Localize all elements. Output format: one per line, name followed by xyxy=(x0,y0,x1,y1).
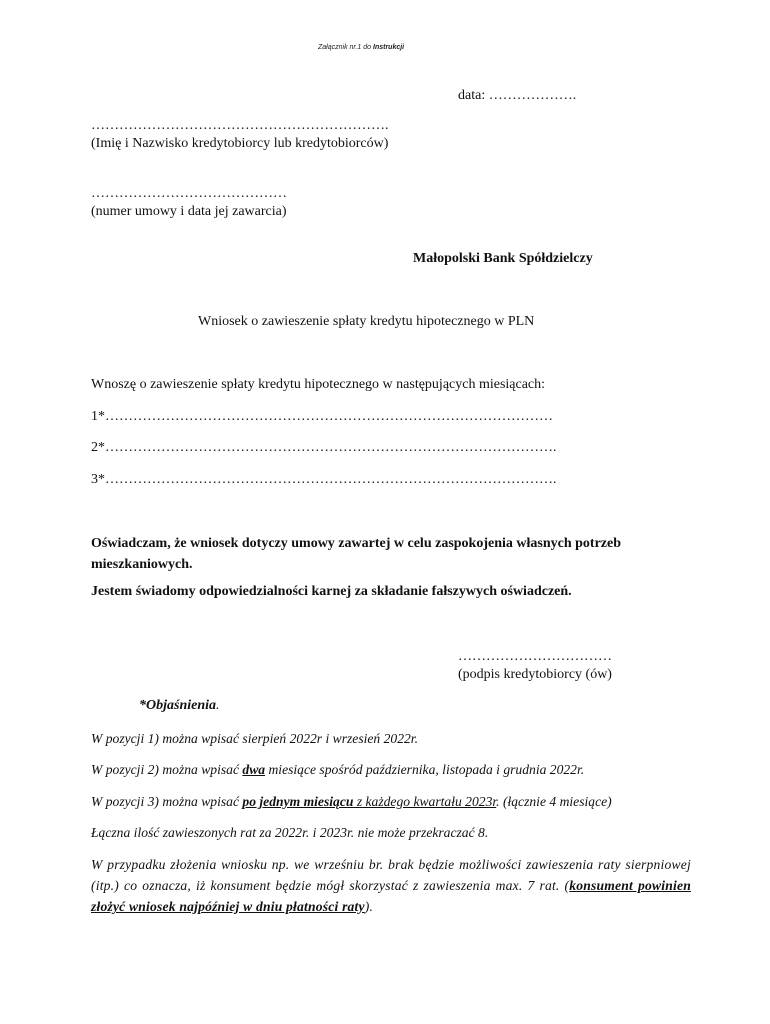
note-3-after: . (łącznie 4 miesiące) xyxy=(496,794,612,809)
note-2-before: W pozycji 2) można wpisać xyxy=(91,762,243,777)
note-2-after: miesiące spośród października, listopada i grudnia 2022r. xyxy=(265,762,585,777)
date-line: data: ………………. xyxy=(458,88,577,103)
note-3-before: W pozycji 3) można wpisać xyxy=(91,794,243,809)
note-3 xyxy=(91,794,612,810)
annex-prefix: Załącznik nr.1 do xyxy=(318,44,372,51)
note-5-text: W przypadku złożenia wniosku np. we wrześniu br. brak będzie możliwości zawieszenia raty sierpniowej (itp.) co oznacza, iż konsument będzie mógł skorzystać z zawieszenia max. 7 rat. xyxy=(91,857,691,893)
contract-caption: (numer umowy i data jej zawarcia) xyxy=(91,204,287,219)
note-2 xyxy=(91,762,584,778)
month-line-3: 3*……………………………………………………………………………………. xyxy=(91,472,557,487)
note-3-underlined: z każdego kwartału 2023r xyxy=(353,794,497,809)
intro-text: Wnoszę o zawieszenie spłaty kredytu hipotecznego w następujących miesiącach: xyxy=(91,377,546,392)
name-caption: (Imię i Nazwisko kredytobiorcy lub kredytobiorców) xyxy=(91,136,389,151)
note-1: W pozycji 1) można wpisać sierpień 2022r i wrzesień 2022r. xyxy=(91,731,418,746)
annex-bold: Instrukcji xyxy=(373,44,405,51)
notes-heading-dot: . xyxy=(216,698,220,713)
bank-name: Małopolski Bank Spółdzielczy xyxy=(413,251,593,266)
name-dots: ………………………………………………………. xyxy=(91,118,389,133)
month-line-2: 2*……………………………………………………………………………………. xyxy=(91,440,557,455)
contract-dots: …………………………………… xyxy=(91,186,287,201)
declaration-liability: Jestem świadomy odpowiedzialności karnej za składanie fałszywych oświadczeń. xyxy=(91,584,572,599)
signature-caption: (podpis kredytobiorcy (ów) xyxy=(458,667,612,682)
note-3-underlined-bold: po jednym miesiącu xyxy=(242,794,354,809)
annex-header xyxy=(318,44,404,51)
month-line-1: 1*…………………………………………………………………………………… xyxy=(91,409,553,424)
note-4: Łączna ilość zawieszonych rat za 2022r. i 2023r. nie może przekraczać 8. xyxy=(91,825,489,840)
note-5-open: ( xyxy=(564,878,570,893)
note-5-close: ). xyxy=(364,899,374,914)
note-5-underlined-bold: konsument powinien złożyć wniosek najpóźniej w dniu płatności raty xyxy=(91,878,691,914)
notes-heading-label: *Objaśnienia xyxy=(139,698,217,713)
note-2-underlined: dwa xyxy=(242,762,266,777)
declaration-purpose: Oświadczam, że wniosek dotyczy umowy zawartej w celu zaspokojenia własnych potrzeb mieszkaniowych. xyxy=(91,536,621,572)
document-title: Wniosek o zawieszenie spłaty kredytu hipotecznego w PLN xyxy=(198,314,535,329)
signature-dots: …………………………… xyxy=(458,649,612,664)
note-5 xyxy=(91,854,691,917)
notes-heading xyxy=(139,698,220,714)
